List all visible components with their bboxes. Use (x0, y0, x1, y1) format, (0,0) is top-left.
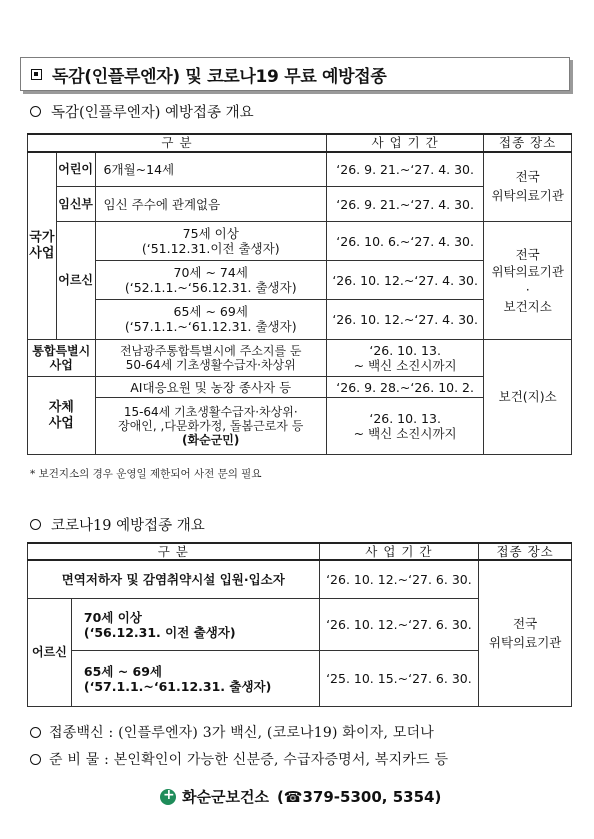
flu-note: * 보건지소의 경우 운영일 제한되어 사전 문의 필요 (30, 468, 262, 480)
own2-target-line1: 15-64세 기초생활수급자·차상위· (123, 404, 298, 419)
covid-header-place: 접종 장소 (479, 543, 572, 560)
org-phone: (☎379-5300, 5354) (276, 787, 442, 806)
org-name: 화순군보건소 (182, 788, 269, 806)
covid-elder-label: 어르신 (28, 599, 72, 707)
special-period: ‘26. 10. 13. ~ 백신 소진시까지 (326, 339, 483, 377)
vaccine-line (30, 722, 434, 742)
place-a: 전국 위탁의료기관 (484, 152, 572, 222)
own2-period: ‘26. 10. 13. ~ 백신 소진시까지 (326, 398, 483, 455)
own1-period: ‘26. 9. 28.~‘26. 10. 2. (326, 377, 483, 398)
covid-elder1-target: 70세 이상 (‘56.12.31. 이전 출생자) (71, 599, 319, 651)
group-national: 국가 사업 (28, 152, 57, 339)
page-title: 독감(인플루엔자) 및 코로나19 무료 예방접종 (52, 66, 387, 87)
special-label: 통합특별시 사업 (28, 339, 96, 377)
section2-heading: 코로나19 예방접종 개요 (51, 518, 205, 534)
own2-target (95, 398, 326, 455)
flu-header-period: 사 업 기 간 (326, 134, 483, 152)
elder1-period: ‘26. 10. 6.~‘27. 4. 30. (326, 222, 483, 261)
elder3-target: 65세 ~ 69세 (‘57.1.1.~‘61.12.31. 출생자) (95, 299, 326, 339)
special-target: 전남광주통합특별시에 주소지를 둔 50-64세 기초생활수급자·차상위 (95, 339, 326, 377)
place-b: 전국 위탁의료기관 · 보건지소 (484, 222, 572, 339)
section1-heading-row (30, 101, 254, 122)
child-target: 6개월~14세 (95, 152, 326, 187)
covid-row1-target: 면역저하자 및 감염취약시설 입원·입소자 (28, 560, 320, 598)
prep-text: 준 비 물 : 본인확인이 가능한 신분증, 수급자증명서, 복지카드 등 (49, 752, 449, 768)
preg-period: ‘26. 9. 21.~‘27. 4. 30. (326, 186, 483, 222)
circle-bullet-icon (30, 519, 41, 530)
own2-target-line3: (화순군민) (182, 433, 240, 448)
covid-header-period: 사 업 기 간 (319, 543, 479, 560)
elder-label: 어르신 (56, 222, 95, 339)
elder3-period: ‘26. 10. 12.~‘27. 4. 30. (326, 299, 483, 339)
section2-heading-row (30, 514, 205, 535)
covid-row1-period: ‘26. 10. 12.~‘27. 6. 30. (319, 560, 479, 598)
own1-target: AI대응요원 및 농장 종사자 등 (95, 377, 326, 398)
elder2-target: 70세 ~ 74세 (‘52.1.1.~‘56.12.31. 출생자) (95, 261, 326, 300)
covid-elder2-period: ‘25. 10. 15.~‘27. 6. 30. (319, 651, 479, 707)
flu-header-category: 구 분 (28, 134, 327, 152)
flu-header-place: 접종 장소 (484, 134, 572, 152)
title-box (20, 57, 570, 91)
child-period: ‘26. 9. 21.~‘27. 4. 30. (326, 152, 483, 187)
covid-elder1-period: ‘26. 10. 12.~‘27. 6. 30. (319, 599, 479, 651)
section1-heading: 독감(인플루엔자) 예방접종 개요 (51, 105, 254, 121)
flu-table (27, 133, 572, 455)
elder2-period: ‘26. 10. 12.~‘27. 4. 30. (326, 261, 483, 300)
organization (160, 786, 441, 807)
place-c: 보건(지)소 (484, 339, 572, 454)
child-label: 어린이 (56, 152, 95, 187)
own2-target-line2: 장애인, ,다문화가정, 돌봄근로자 등 (118, 419, 304, 433)
health-center-logo-icon (160, 789, 176, 805)
covid-table (27, 542, 572, 707)
circle-bullet-icon (30, 106, 41, 117)
prep-line (30, 749, 448, 769)
own-label: 자체 사업 (28, 377, 96, 455)
preg-target: 임신 주수에 관계없음 (95, 186, 326, 222)
square-bullet-icon (31, 69, 42, 80)
covid-place: 전국 위탁의료기관 (479, 560, 572, 706)
circle-bullet-icon (30, 754, 41, 765)
vaccine-text: 접종백신 : (인플루엔자) 3가 백신, (코로나19) 화이자, 모더나 (49, 725, 434, 741)
elder1-target: 75세 이상 (‘51.12.31.이전 출생자) (95, 222, 326, 261)
covid-header-category: 구 분 (28, 543, 320, 560)
circle-bullet-icon (30, 727, 41, 738)
covid-elder2-target: 65세 ~ 69세 (‘57.1.1.~‘61.12.31. 출생자) (71, 651, 319, 707)
preg-label: 임신부 (56, 186, 95, 222)
